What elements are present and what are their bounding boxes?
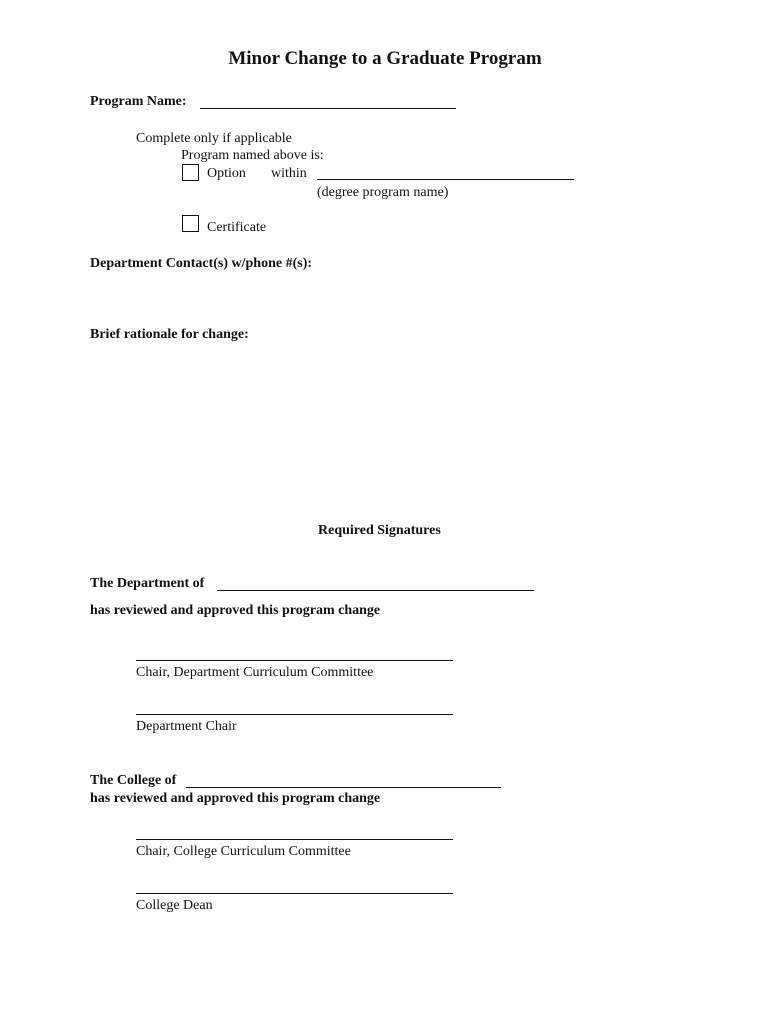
option-label: Option bbox=[207, 166, 246, 181]
within-label: within bbox=[271, 166, 307, 181]
department-of-label: The Department of bbox=[90, 576, 205, 591]
department-reviewed-text: has reviewed and approved this program change bbox=[90, 603, 381, 618]
dept-committee-chair-caption: Chair, Department Curriculum Committee bbox=[136, 665, 374, 680]
department-name-field[interactable] bbox=[217, 590, 534, 591]
college-of-label: The College of bbox=[90, 773, 177, 788]
certificate-checkbox[interactable] bbox=[182, 215, 199, 232]
department-chair-caption: Department Chair bbox=[136, 719, 237, 734]
certificate-label: Certificate bbox=[207, 220, 267, 235]
program-name-field[interactable] bbox=[200, 108, 456, 109]
college-committee-chair-signature-line[interactable] bbox=[136, 839, 453, 840]
option-checkbox[interactable] bbox=[182, 164, 199, 181]
named-above-text: Program named above is: bbox=[181, 148, 324, 163]
page-title: Minor Change to a Graduate Program bbox=[228, 48, 542, 69]
college-dean-signature-line[interactable] bbox=[136, 893, 453, 894]
applicable-heading: Complete only if applicable bbox=[136, 131, 292, 146]
department-contact-label: Department Contact(s) w/phone #(s): bbox=[90, 256, 313, 271]
dept-committee-chair-signature-line[interactable] bbox=[136, 660, 453, 661]
degree-program-hint: (degree program name) bbox=[317, 185, 449, 200]
signatures-heading: Required Signatures bbox=[318, 523, 441, 538]
college-committee-chair-caption: Chair, College Curriculum Committee bbox=[136, 844, 351, 859]
rationale-label: Brief rationale for change: bbox=[90, 327, 249, 342]
college-dean-caption: College Dean bbox=[136, 898, 213, 913]
college-reviewed-text: has reviewed and approved this program change bbox=[90, 791, 381, 806]
department-chair-signature-line[interactable] bbox=[136, 714, 453, 715]
college-name-field[interactable] bbox=[186, 787, 501, 788]
degree-program-field[interactable] bbox=[317, 179, 574, 180]
program-name-label: Program Name: bbox=[90, 94, 187, 109]
